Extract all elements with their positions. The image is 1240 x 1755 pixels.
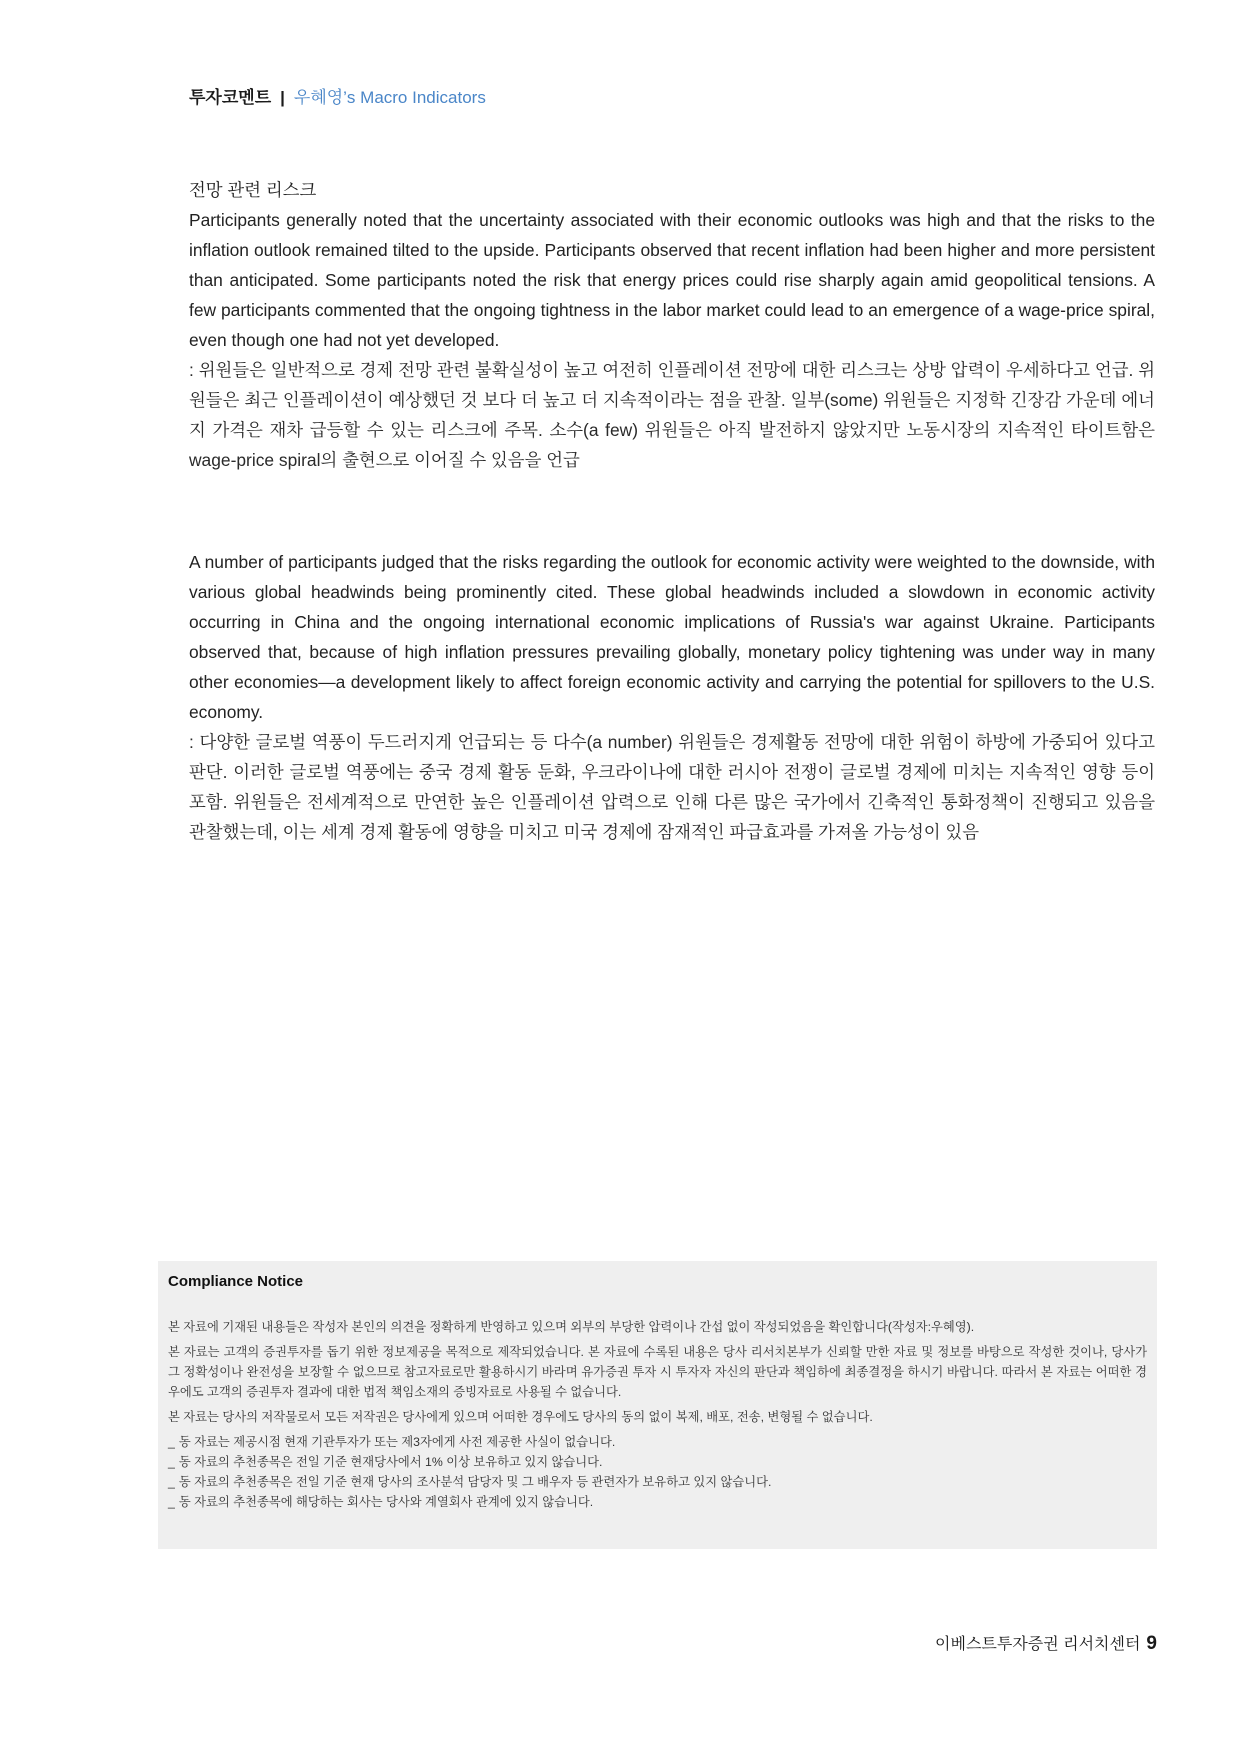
- compliance-paragraph: 본 자료는 당사의 저작물로서 모든 저작권은 당사에게 있으며 어떠한 경우에도 당사의 동의 없이 복제, 배포, 전송, 변형될 수 없습니다.: [168, 1410, 873, 1424]
- risk-section: [189, 176, 1155, 475]
- list-item-text: 동 자료의 추천종목은 전일 기준 현재당사에서 1% 이상 보유하고 있지 않습니다.: [178, 1455, 603, 1469]
- list-item-text: 동 자료의 추천종목은 전일 기준 현재 당사의 조사분석 담당자 및 그 배우자 등 관련자가 보유하고 있지 않습니다.: [178, 1475, 772, 1489]
- english-paragraph: Participants generally noted that the uncertainty associated with their economic outlooks was high and that the risks to the inflation outlook remained tilted to the upside. Participants observed that recent inflation had been higher and more persistent than anticipated. Some participants noted the risk that energy prices could rise sharply again amid geopolitical tensions. A few participants commented that the ongoing tightness in the labor market could lead to an emergence of a wage-price spiral, even though one had not yet developed.: [189, 210, 1155, 350]
- list-item: [168, 1472, 1147, 1492]
- list-item: [168, 1432, 1147, 1452]
- compliance-notice: [158, 1261, 1157, 1549]
- list-item-text: 동 자료는 제공시점 현재 기관투자가 또는 제3자에게 사전 제공한 사실이 없습니다.: [178, 1435, 616, 1449]
- bullet: _: [168, 1475, 175, 1489]
- compliance-list: [168, 1432, 1147, 1512]
- header-title: 우혜영’s Macro Indicators: [293, 88, 486, 107]
- english-paragraph: A number of participants judged that the risks regarding the outlook for economic activity were weighted to the downside, with various global headwinds being prominently cited. These global headwinds included a slowdown in economic activity occurring in China and the ongoing international economic implications of Russia's war against Ukraine. Participants observed that, because of high inflation pressures prevailing globally, monetary policy tightening was under way in many other economies—a development likely to affect foreign economic activity and carrying the potential for spillovers to the U.S. economy.: [189, 552, 1155, 722]
- list-item: [168, 1452, 1147, 1472]
- korean-summary: : 위원들은 일반적으로 경제 전망 관련 불확실성이 높고 여전히 인플레이션 전망에 대한 리스크는 상방 압력이 우세하다고 언급. 위원들은 최근 인플레이션이 예상했던 것 보다 더 높고 더 지속적이라는 점을 관찰. 일부(some) 위원들은 지정학 긴장감 가운데 에너지 가격은 재차 급등할 수 있는 리스크에 주목. 소수(a few) 위원들은 아직 발전하지 않았지만 노동시장의 지속적인 타이트함은 wage-price spiral의 출현으로 이어질 수 있음을 언급: [189, 360, 1155, 470]
- footer-org: 이베스트투자증권 리서치센터: [935, 1636, 1141, 1653]
- economic-activity-section: [189, 547, 1155, 847]
- compliance-paragraph: 본 자료에 기재된 내용들은 작성자 본인의 의견을 정확하게 반영하고 있으며 외부의 부당한 압력이나 간섭 없이 작성되었음을 확인합니다(작성자:우혜영).: [168, 1320, 975, 1334]
- compliance-title: Compliance Notice: [168, 1273, 304, 1290]
- page-footer: [935, 1632, 1157, 1657]
- compliance-paragraph: 본 자료는 고객의 증권투자를 돕기 위한 정보제공을 목적으로 제작되었습니다. 본 자료에 수록된 내용은 당사 리서치본부가 신뢰할 만한 자료 및 정보를 바탕으로 작성한 것이나, 당사가 그 정확성이나 완전성을 보장할 수 없으므로 참고자료로만 활용하시기 바라며 유가증권 투자 시 투자자 자신의 판단과 책임하에 최종결정을 하시기 바랍니다. 따라서 본 자료는 어떠한 경우에도 고객의 증권투자 결과에 대한 법적 책임소재의 증빙자료로 사용될 수 없습니다.: [168, 1345, 1147, 1399]
- list-item-text: 동 자료의 추천종목에 해당하는 회사는 당사와 계열회사 관계에 있지 않습니다.: [178, 1495, 594, 1509]
- header-separator: |: [280, 88, 285, 107]
- list-item: [168, 1492, 1147, 1512]
- page-header: [189, 86, 486, 110]
- page-number: 9: [1146, 1633, 1157, 1654]
- header-category: 투자코멘트: [189, 88, 272, 107]
- korean-summary: : 다양한 글로벌 역풍이 두드러지게 언급되는 등 다수(a number) 위원들은 경제활동 전망에 대한 위험이 하방에 가중되어 있다고 판단. 이러한 글로벌 역풍에는 중국 경제 활동 둔화, 우크라이나에 대한 러시아 전쟁이 글로벌 경제에 미치는 지속적인 영향 등이 포함. 위원들은 전세계적으로 만연한 높은 인플레이션 압력으로 인해 다른 많은 국가에서 긴축적인 통화정책이 진행되고 있음을 관찰했는데, 이는 세계 경제 활동에 영향을 미치고 미국 경제에 잠재적인 파급효과를 가져올 가능성이 있음: [189, 732, 1155, 842]
- bullet: _: [168, 1435, 175, 1449]
- bullet: _: [168, 1455, 175, 1469]
- section-heading: 전망 관련 리스크: [189, 180, 317, 200]
- bullet: _: [168, 1495, 175, 1509]
